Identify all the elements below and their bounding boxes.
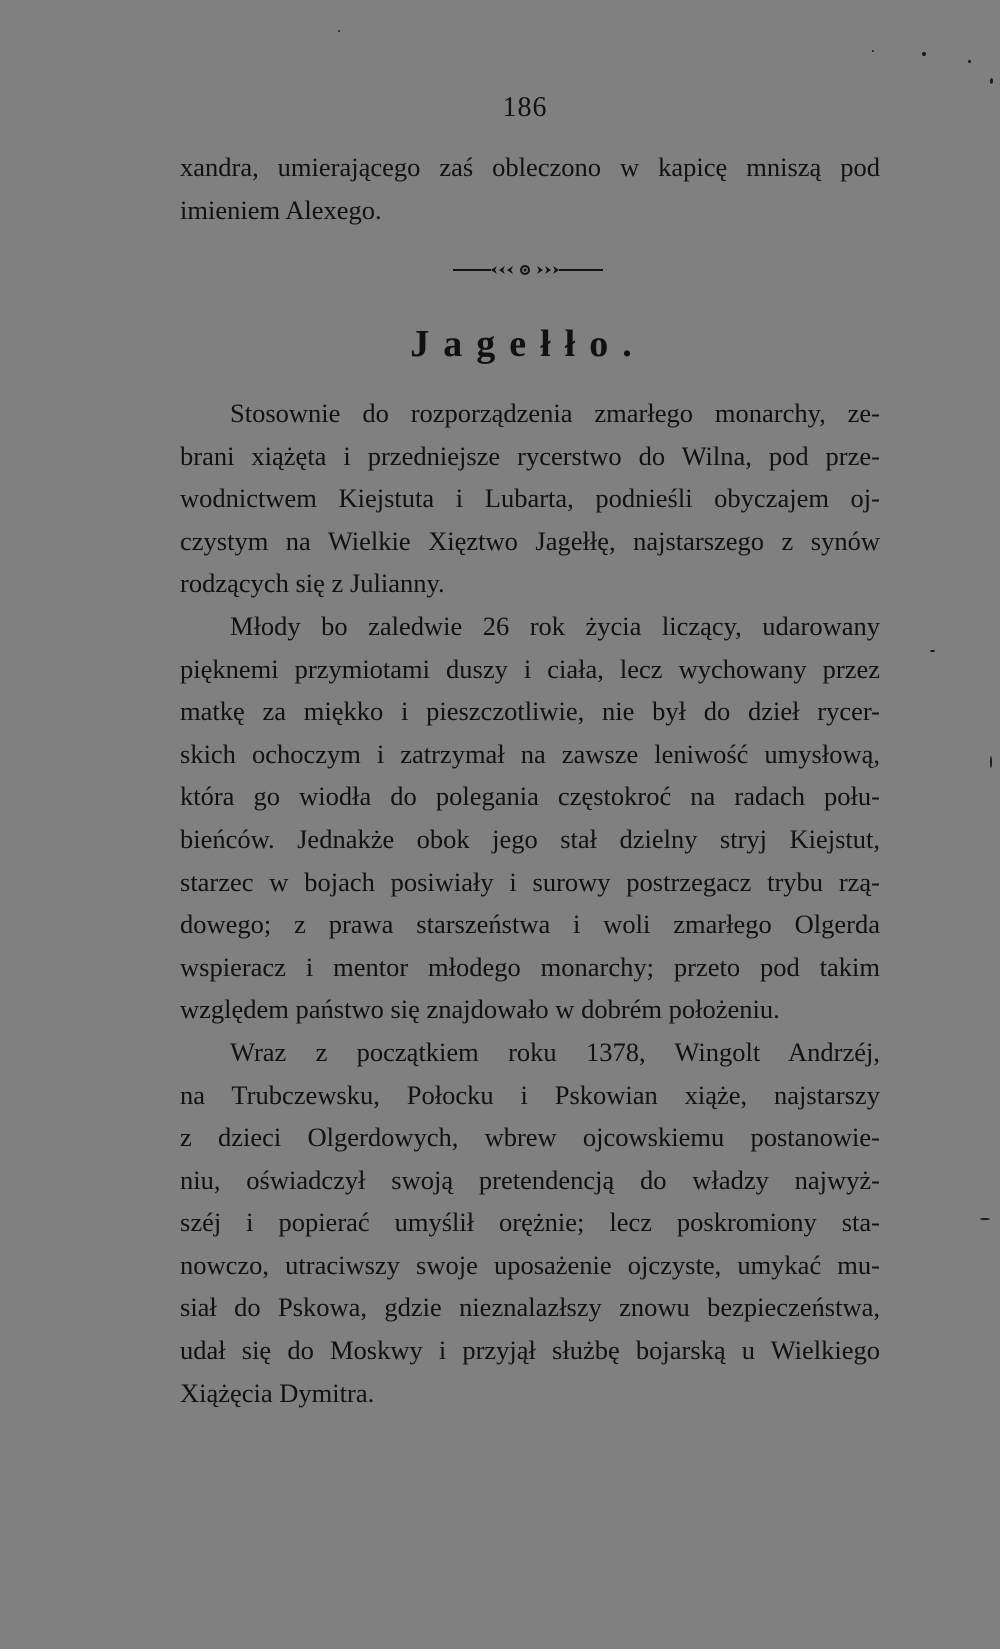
text-line: udał się do Moskwy i przyjął służbę bojarską u Wielkiego — [180, 1335, 880, 1366]
chapter-title: Jagełło. — [410, 323, 646, 365]
text-line: széj i popierać umyślił orężnie; lecz poskromiony sta- — [180, 1207, 880, 1238]
text-line: rodzących się z Julianny. — [180, 568, 445, 599]
text-line: siał do Pskowa, gdzie nieznalazłszy znowu bezpieczeństwa, — [180, 1292, 880, 1323]
text-line: która go wiodła do polegania częstokroć na radach połu- — [180, 781, 880, 812]
text-line: imieniem Alexego. — [180, 194, 382, 225]
text-line: Wraz z początkiem roku 1378, Wingolt Andrzéj, — [230, 1036, 880, 1067]
text-line: na Trubczewsku, Połocku i Pskowian xiąże, najstarszy — [180, 1079, 880, 1110]
text-line: względem państwo się znajdowało w dobrém położeniu. — [180, 994, 780, 1025]
text-line: pięknemi przymiotami duszy i ciała, lecz wychowany przez — [180, 653, 880, 684]
section-divider-ornament — [453, 262, 603, 278]
text-line: starzec w bojach posiwiały i surowy postrzegacz trybu rzą- — [180, 866, 880, 897]
main-text — [180, 392, 880, 1414]
text-line: dowego; z prawa starszeństwa i woli zmarłego Olgerda — [180, 909, 880, 940]
text-line: czystym na Wielkie Xięztwo Jagełłę, najstarszego z synów — [180, 525, 880, 556]
text-line: bieńców. Jednakże obok jego stał dzielny stryj Kiejstut, — [180, 823, 880, 854]
text-line: xandra, umierającego zaś obleczono w kapicę mniszą pod — [180, 152, 880, 182]
text-line: wspieracz i mentor młodego monarchy; przeto pod takim — [180, 951, 880, 982]
text-line: nowczo, utraciwszy swoje uposażenie ojczyste, umykać mu- — [180, 1249, 880, 1280]
intro-paragraph — [180, 146, 880, 231]
text-line: z dzieci Olgerdowych, wbrew ojcowskiemu postanowie- — [180, 1122, 880, 1153]
text-line: Xiążęcia Dymitra. — [180, 1377, 375, 1408]
text-line: brani xiążęta i przedniejsze rycerstwo do Wilna, pod prze- — [180, 440, 880, 471]
text-line: Młody bo zaledwie 26 rok życia liczący, udarowany — [230, 610, 880, 641]
page-number: 186 — [502, 92, 548, 123]
text-line: niu, oświadczył swoją pretendencją do władzy najwyż- — [180, 1164, 880, 1195]
text-line: Stosownie do rozporządzenia zmarłego monarchy, ze- — [230, 398, 880, 428]
text-line: matkę za miękko i pieszczotliwie, nie był do dzieł rycer- — [180, 696, 880, 727]
text-line: wodnictwem Kiejstuta i Lubarta, podnieśli obyczajem oj- — [180, 483, 880, 514]
text-line: skich ochoczym i zatrzymał na zawsze leniwość umysłową, — [180, 738, 880, 769]
